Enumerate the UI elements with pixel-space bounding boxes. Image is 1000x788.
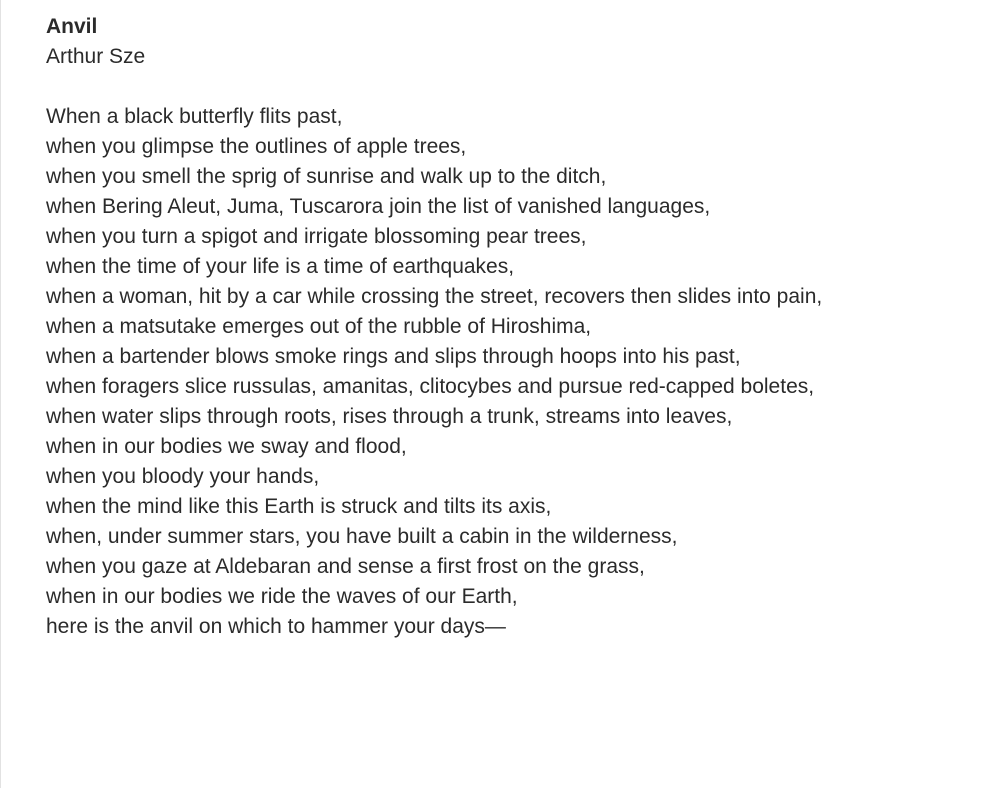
poem-author: Arthur Sze [46,45,146,68]
poem-line: when water slips through roots, rises through a trunk, streams into leaves, [46,405,733,428]
poem-line: when in our bodies we ride the waves of our Earth, [46,585,518,608]
poem-line: when Bering Aleut, Juma, Tuscarora join the list of vanished languages, [46,195,711,218]
poem-line: when in our bodies we sway and flood, [46,435,407,458]
poem-container [46,12,986,642]
poem-line: when a woman, hit by a car while crossing the street, recovers then slides into pain, [46,285,823,308]
poem-line: when the time of your life is a time of earthquakes, [46,255,515,278]
poem-line: when the mind like this Earth is struck and tilts its axis, [46,495,552,518]
poem-line: when foragers slice russulas, amanitas, clitocybes and pursue red-capped boletes, [46,375,815,398]
poem-title: Anvil [46,15,98,38]
poem-line: when you gaze at Aldebaran and sense a first frost on the grass, [46,555,645,578]
poem-line: when a matsutake emerges out of the rubble of Hiroshima, [46,315,592,338]
poem-line: here is the anvil on which to hammer your days— [46,615,506,638]
poem-body [46,102,986,642]
poem-line: when a bartender blows smoke rings and slips through hoops into his past, [46,345,741,368]
poem-line: when, under summer stars, you have built a cabin in the wilderness, [46,525,678,548]
poem-line: when you smell the sprig of sunrise and walk up to the ditch, [46,165,607,188]
poem-line: when you glimpse the outlines of apple trees, [46,135,467,158]
poem-line: when you bloody your hands, [46,465,320,488]
poem-line: when you turn a spigot and irrigate blossoming pear trees, [46,225,587,248]
poem-line: When a black butterfly flits past, [46,105,343,128]
